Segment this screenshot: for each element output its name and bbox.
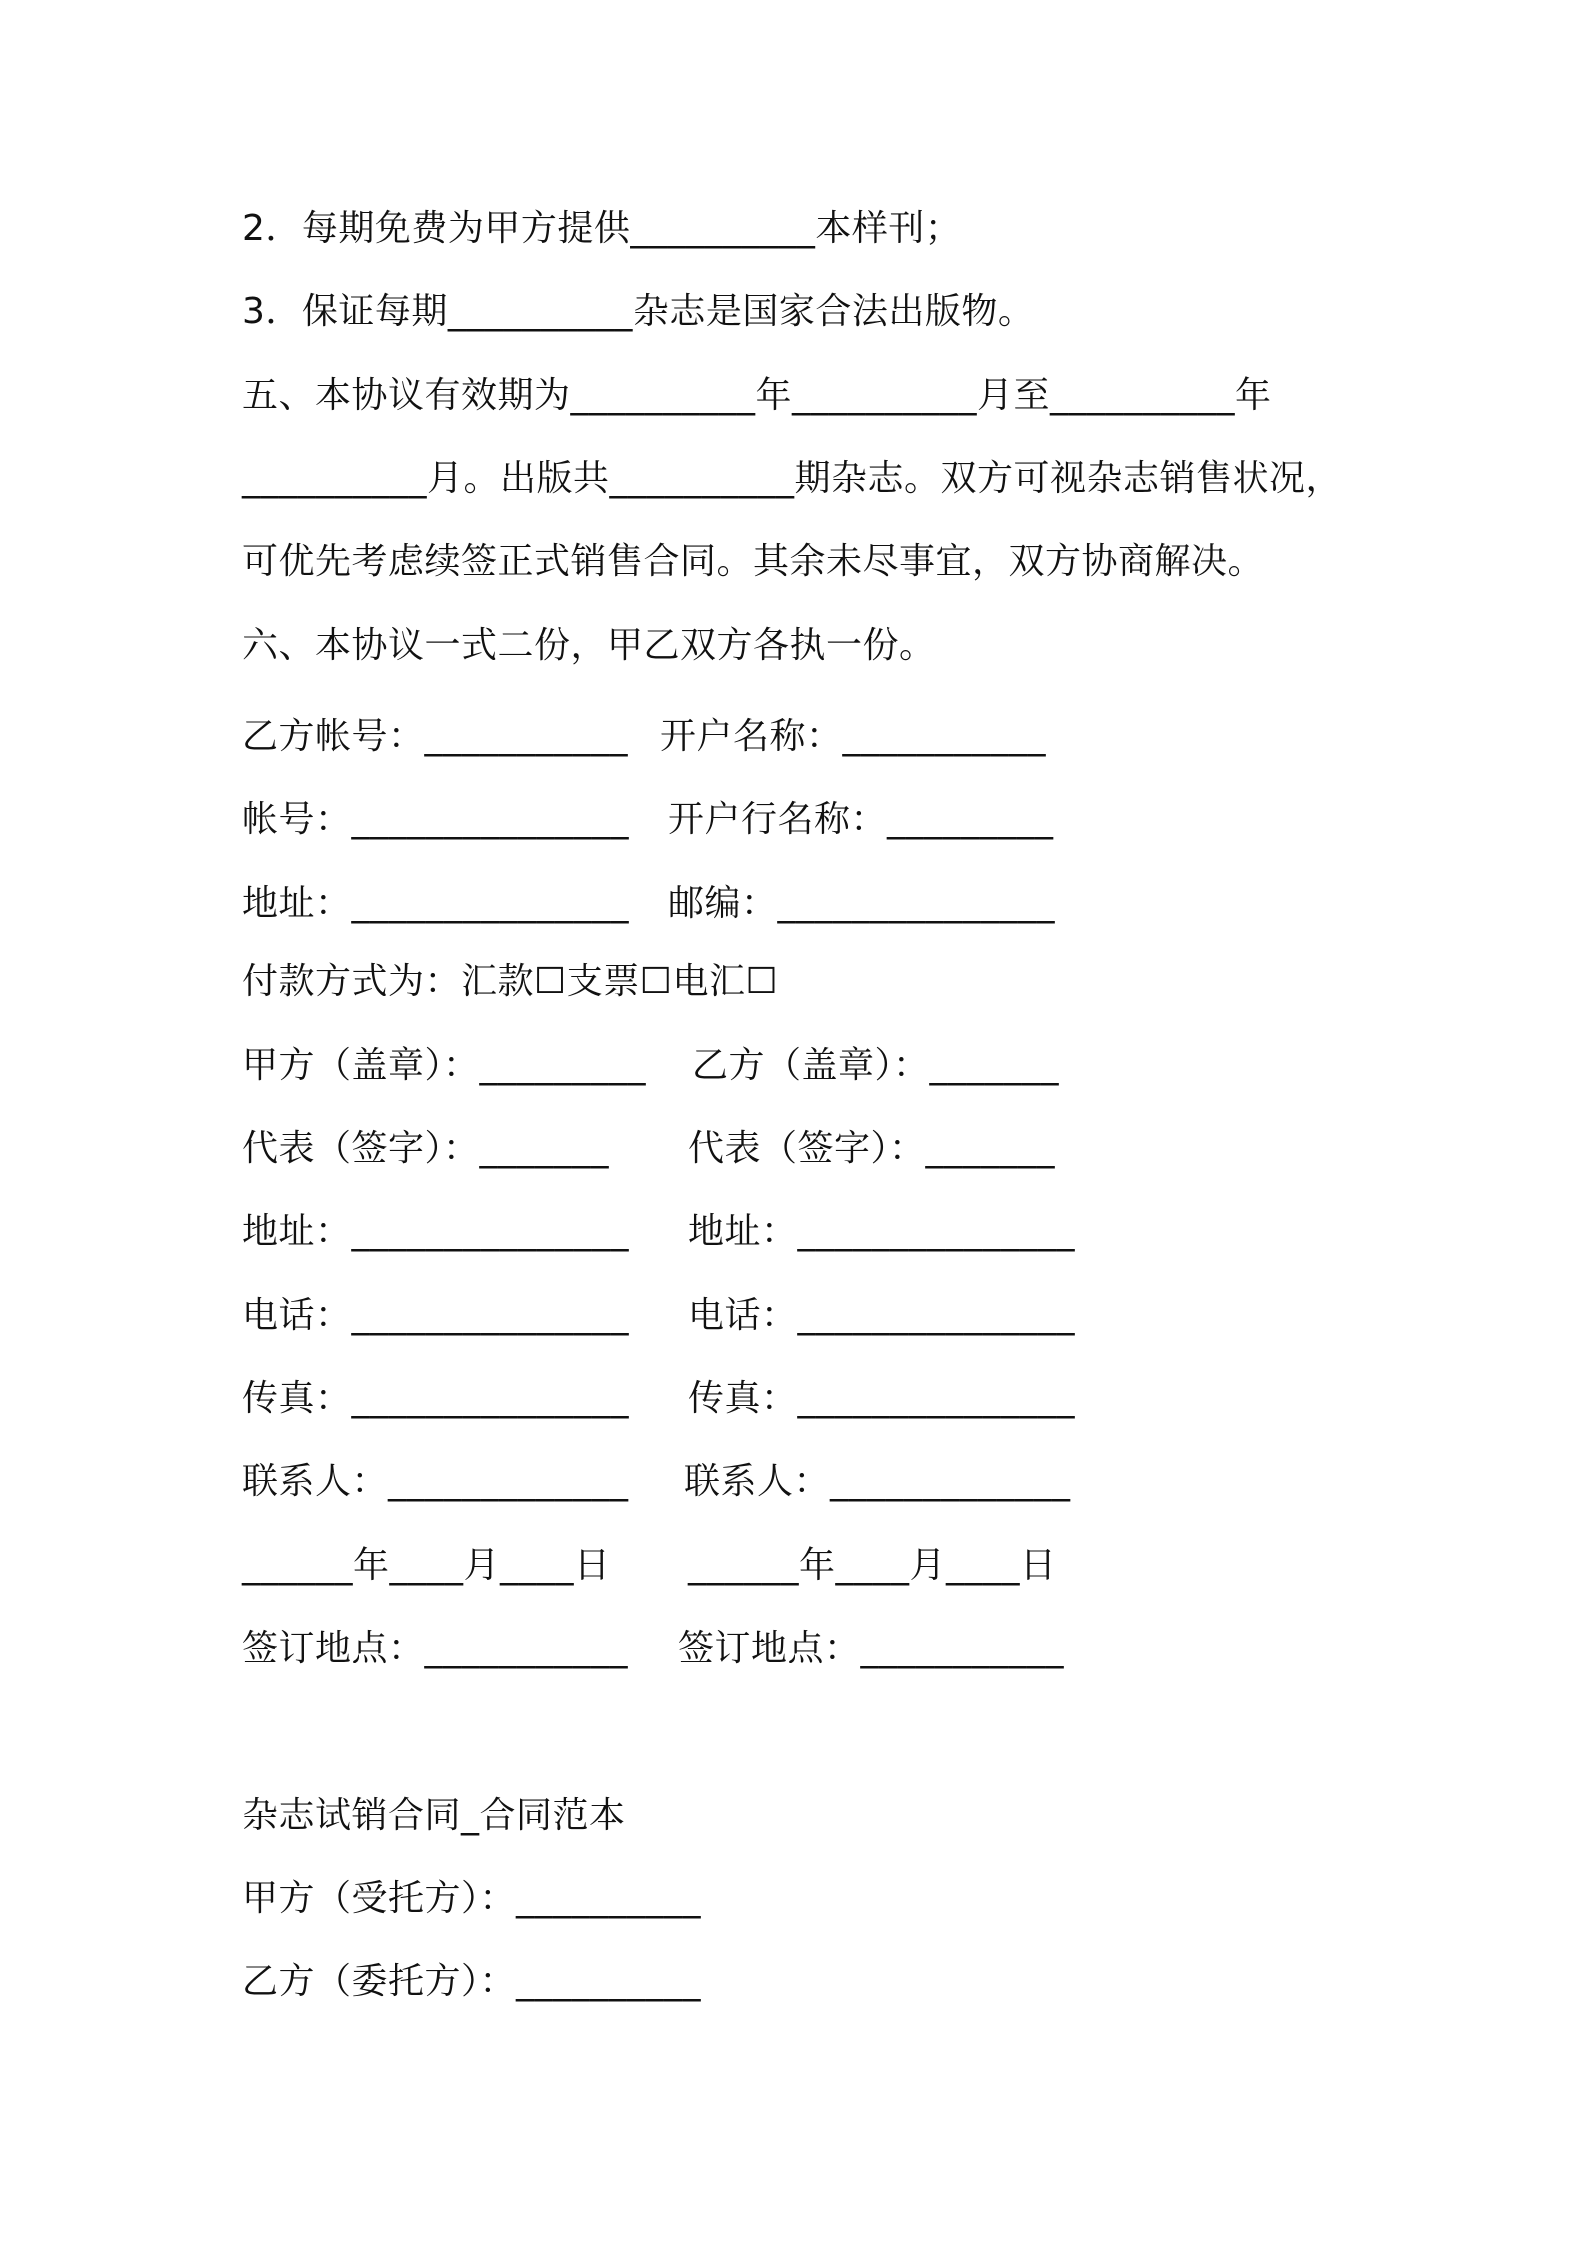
bank-name-field: 开户行名称：_________ <box>668 799 1054 840</box>
party-a-seal-field: 甲方（盖章）：_________ <box>242 1045 647 1086</box>
party-b-fax-field: 传真：_______________ <box>688 1378 1076 1419</box>
party-b-signing-place-field: 签订地点：___________ <box>678 1628 1065 1669</box>
section-6-copies: 六、本协议一式二份，甲乙双方各执一份。 <box>242 625 936 666</box>
clause-2-free-samples: 2．每期免费为甲方提供__________本样刊； <box>242 208 962 249</box>
party-b-seal-field: 乙方（盖章）：_______ <box>692 1045 1060 1086</box>
party-a-representative-field: 代表（签字）：_______ <box>242 1128 610 1169</box>
party-b-account-field: 乙方帐号：___________ <box>242 716 629 757</box>
next-document-title: 杂志试销合同_合同范本 <box>242 1795 626 1836</box>
party-a-signing-place-field: 签订地点：___________ <box>242 1628 629 1669</box>
party-b-address-field: 地址：_______________ <box>688 1211 1076 1252</box>
party-a-address-field: 地址：_______________ <box>242 1211 630 1252</box>
next-party-b-field: 乙方（委托方）：__________ <box>242 1961 702 2002</box>
party-a-date-field: ______年____月____日 <box>242 1545 611 1586</box>
bank-address-field: 地址：_______________ <box>242 883 630 924</box>
party-a-contact-field: 联系人：_____________ <box>242 1461 629 1502</box>
payment-method: 付款方式为：汇款☐支票☐电汇☐ <box>242 961 779 1002</box>
party-a-phone-field: 电话：_______________ <box>242 1295 630 1336</box>
party-b-representative-field: 代表（签字）：_______ <box>688 1128 1056 1169</box>
section-5-continued: __________月。出版共__________期杂志。双方可视杂志销售状况， <box>242 458 1343 499</box>
account-name-field: 开户名称：___________ <box>660 716 1047 757</box>
account-number-field: 帐号：_______________ <box>242 799 630 840</box>
next-party-a-field: 甲方（受托方）：__________ <box>242 1878 702 1919</box>
section-5-validity-period: 五、本协议有效期为__________年__________月至__________年 <box>242 375 1272 416</box>
party-b-date-field: ______年____月____日 <box>688 1545 1057 1586</box>
section-5-renewal: 可优先考虑续签正式销售合同。其余未尽事宜，双方协商解决。 <box>242 541 1265 582</box>
party-b-contact-field: 联系人：_____________ <box>684 1461 1071 1502</box>
party-b-phone-field: 电话：_______________ <box>688 1295 1076 1336</box>
clause-3-legal-publication: 3．保证每期__________杂志是国家合法出版物。 <box>242 291 1035 332</box>
postcode-field: 邮编：_______________ <box>668 883 1056 924</box>
party-a-fax-field: 传真：_______________ <box>242 1378 630 1419</box>
